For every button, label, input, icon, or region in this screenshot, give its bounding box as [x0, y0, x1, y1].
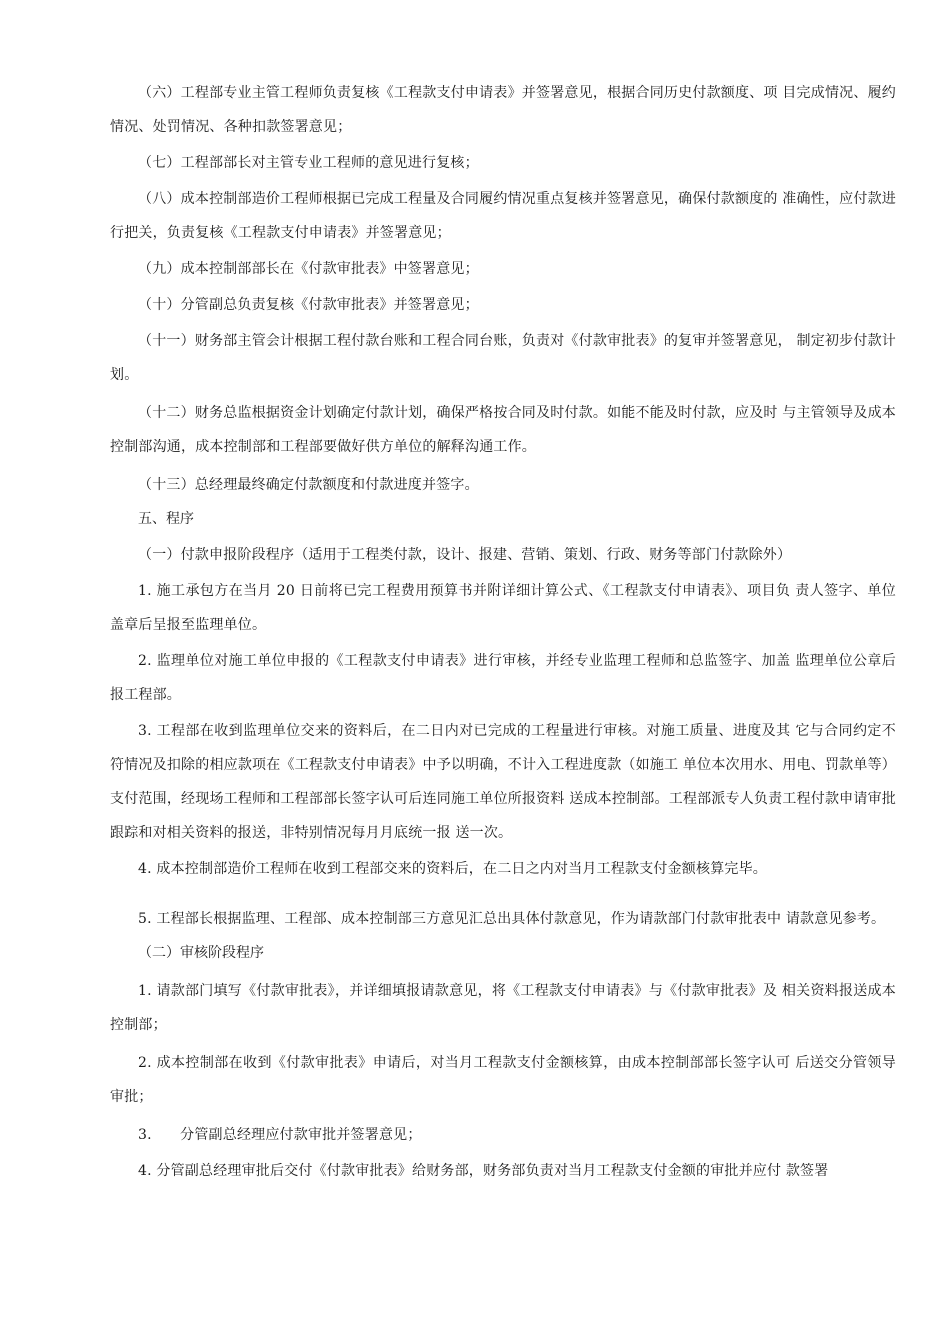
paragraph-9: （九）成本控制部部长在《付款审批表》中签署意见； — [138, 261, 479, 277]
procedure-step-5: 5. 工程部长根据监理、工程部、成本控制部三方意见汇总出具体付款意见，作为请款部门付款审批表中 请款意见参考。 — [138, 911, 886, 927]
procedure-step-1: 1. 施工承包方在当月 20 日前将已完工程费用预算书并附详细计算公式、《工程款支付申请表》、项目负 责人签字、单位盖章后呈报至监理单位。 — [110, 583, 896, 633]
review-step-1: 1. 请款部门填写《付款审批表》，并详细填报请款意见，将《工程款支付申请表》与《付款审批表》及 相关资料报送成本控制部； — [110, 983, 896, 1033]
procedure-step-2: 2. 监理单位对施工单位申报的《工程款支付申请表》进行审核，并经专业监理工程师和总监签字、加盖 监理单位公章后报工程部。 — [110, 653, 896, 703]
procedure-step-3: 3. 工程部在收到监理单位交来的资料后，在二日内对已完成的工程量进行审核。对施工质量、进度及其 它与合同约定不符情况及扣除的相应款项在《工程款支付申请表》中予以明确，不计入工程进度款（如施工 单位本次用水、用电、罚款单等）支付范围，经现场工程师和工程部部长签字认可后连同施工单位所报资料 送成本控制部。工程部派专人负责工程付款申请审批跟踪和对相关资料的报送，非特别情况每月月底统一报 送一次。 — [110, 723, 896, 841]
subsection-heading-review: （二）审核阶段程序 — [138, 945, 264, 961]
subsection-heading-application: （一）付款申报阶段程序（适用于工程类付款，设计、报建、营销、策划、行政、财务等部门付款除外） — [138, 547, 792, 563]
review-step-4: 4. 分管副总经理审批后交付《付款审批表》给财务部，财务部负责对当月工程款支付金额的审批并应付 款签署 — [138, 1163, 829, 1179]
procedure-step-4: 4. 成本控制部造价工程师在收到工程部交来的资料后，在二日之内对当月工程款支付金额核算完毕。 — [138, 861, 768, 877]
paragraph-13: （十三）总经理最终确定付款额度和付款进度并签字。 — [138, 477, 479, 493]
paragraph-7: （七）工程部部长对主管专业工程师的意见进行复核； — [138, 155, 479, 171]
paragraph-11: （十一）财务部主管会计根据工程付款台账和工程合同台账，负责对《付款审批表》的复审并签署意见， 制定初步付款计划。 — [110, 333, 896, 383]
document-page — [110, 76, 896, 1188]
review-step-3: 3. 分管副总经理应付款审批并签署意见； — [138, 1127, 422, 1143]
paragraph-12: （十二）财务总监根据资金计划确定付款计划，确保严格按合同及时付款。如能不能及时付款，应及时 与主管领导及成本控制部沟通，成本控制部和工程部要做好供方单位的解释沟通工作。 — [110, 405, 896, 455]
paragraph-6: （六）工程部专业主管工程师负责复核《工程款支付申请表》并签署意见，根据合同历史付款额度、项 目完成情况、履约情况、处罚情况、各种扣款签署意见； — [110, 85, 896, 135]
paragraph-10: （十）分管副总负责复核《付款审批表》并签署意见； — [138, 297, 479, 313]
section-heading-procedure: 五、程序 — [138, 511, 194, 527]
paragraph-8: （八）成本控制部造价工程师根据已完成工程量及合同履约情况重点复核并签署意见，确保付款额度的 准确性，应付款进行把关，负责复核《工程款支付申请表》并签署意见； — [110, 191, 896, 241]
review-step-2: 2. 成本控制部在收到《付款审批表》申请后，对当月工程款支付金额核算，由成本控制部部长签字认可 后送交分管领导审批； — [110, 1055, 896, 1105]
